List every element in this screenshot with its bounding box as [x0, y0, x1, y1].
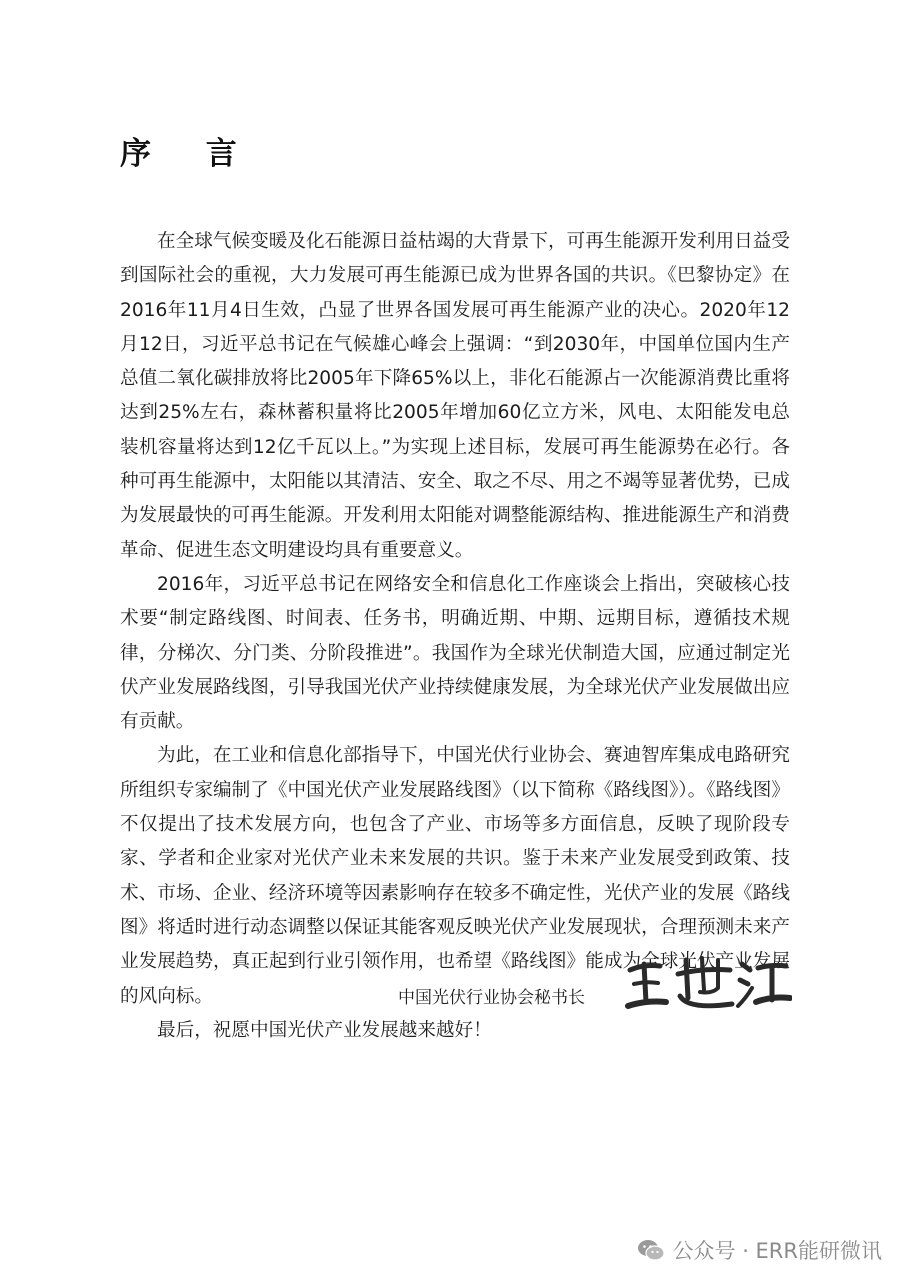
handwritten-signature	[622, 950, 792, 1022]
signature-block	[380, 948, 800, 1028]
wechat-icon	[637, 1238, 665, 1262]
watermark	[637, 1235, 882, 1265]
page-title: 序 言	[120, 136, 259, 172]
document-body	[120, 225, 790, 1048]
signature-title: 中国光伏行业协会秘书长	[398, 988, 585, 1008]
watermark-text: 公众号 · ERR能研微讯	[672, 1239, 882, 1263]
paragraph-3: 为此，在工业和信息化部指导下，中国光伏行业协会、赛迪智库集成电路研究所组织专家编制了《中国光伏产业发展路线图》（以下简称《路线图》）。《路线图》不仅提出了技术发展方向，也包含了产业、市场等多方面信息，反映了现阶段专家、学者和企业家对光伏产业未来发展的共识。鉴于未来产业发展受到政策、技术、市场、企业、经济环境等因素影响存在较多不确定性，光伏产业的发展《路线图》将适时进行动态调整以保证其能客观反映光伏产业发展现状，合理预测未来产业发展趋势，真正起到行业引领作用，也希望《路线图》能成为全球光伏产业发展的风向标。	[120, 745, 790, 1007]
paragraph-1: 在全球气候变暖及化石能源日益枯竭的大背景下，可再生能源开发利用日益受到国际社会的重视，大力发展可再生能源已成为世界各国的共识。《巴黎协定》在2016年11月4日生效，凸显了世界各国发展可再生能源产业的决心。2020年12月12日，习近平总书记在气候雄心峰会上强调：“到2030年，中国单位国内生产总值二氧化碳排放将比2005年下降65%以上，非化石能源占一次能源消费比重将达到25%左右，森林蓄积量将比2005年增加60亿立方米，风电、太阳能发电总装机容量将达到12亿千瓦以上。”为实现上述目标，发展可再生能源势在必行。各种可再生能源中，太阳能以其清洁、安全、取之不尽、用之不竭等显著优势，已成为发展最快的可再生能源。开发利用太阳能对调整能源结构、推进能源生产和消费革命、促进生态文明建设均具有重要意义。	[120, 231, 790, 561]
paragraph-4: 最后，祝愿中国光伏产业发展越来越好！	[157, 1019, 492, 1041]
paragraph-2: 2016年，习近平总书记在网络安全和信息化工作座谈会上指出，突破核心技术要“制定路线图、时间表、任务书，明确近期、中期、远期目标，遵循技术规律，分梯次、分门类、分阶段推进”。我国作为全球光伏制造大国，应通过制定光伏产业发展路线图，引导我国光伏产业持续健康发展，为全球光伏产业发展做出应有贡献。	[120, 573, 790, 733]
